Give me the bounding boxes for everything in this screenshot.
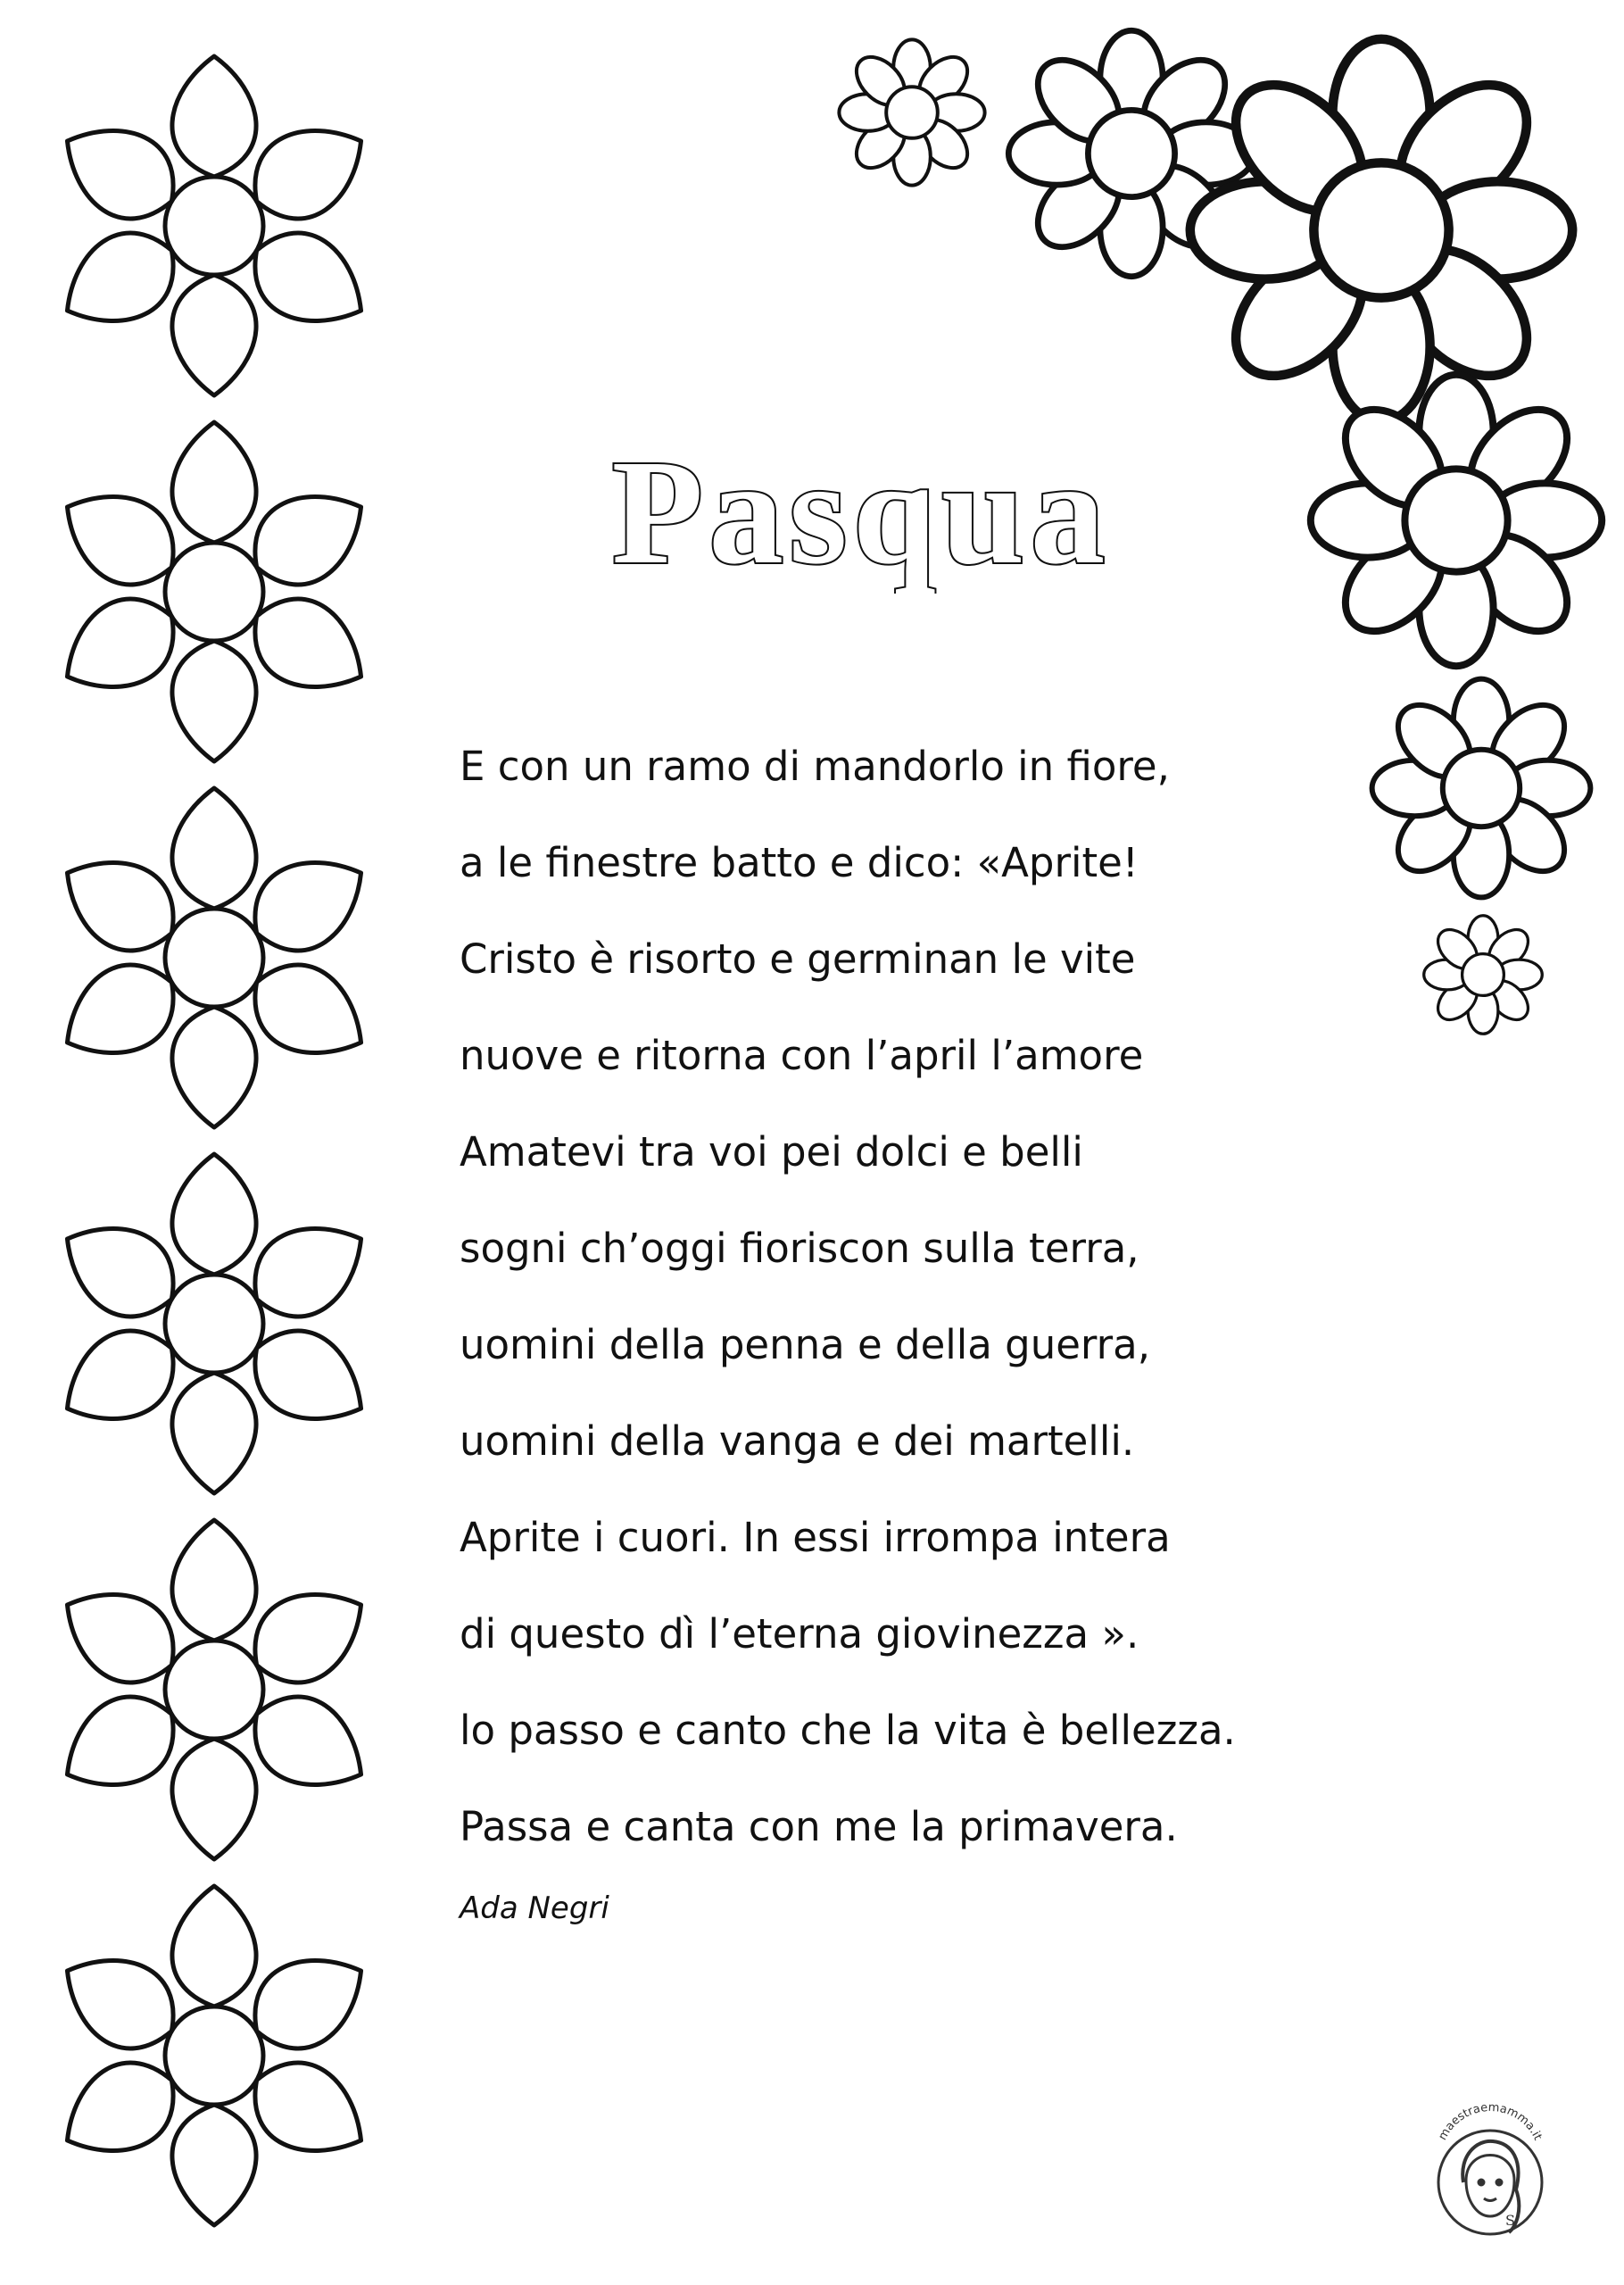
title-text: Pasqua	[611, 451, 1111, 594]
girl-portrait-icon	[1438, 2131, 1542, 2234]
poem-line: uomini della penna e della guerra,	[460, 1321, 1151, 1368]
poem-line: a le finestre batto e dico: «Aprite!	[460, 839, 1139, 886]
poem-line: uomini della vanga e dei martelli.	[460, 1417, 1135, 1465]
left-flower-icon	[46, 1886, 382, 2225]
poem-line: Aprite i cuori. In essi irrompa intera	[460, 1514, 1171, 1561]
poem-line: Cristo è risorto e germinan le vite	[460, 935, 1136, 983]
left-flower-icon	[46, 56, 382, 395]
daisy-icon	[1372, 679, 1591, 898]
poem-author: Ada Negri	[460, 1890, 609, 1926]
left-flower-icon	[46, 422, 382, 761]
poem-line: E con un ramo di mandorlo in fiore,	[460, 743, 1170, 790]
poem-line: Amatevi tra voi pei dolci e belli	[460, 1128, 1083, 1176]
poem-line: lo passo e canto che la vita è bellezza.	[460, 1707, 1236, 1754]
poem-text	[460, 719, 1352, 1875]
daisy-icon	[839, 39, 984, 185]
left-flower-icon	[46, 1154, 382, 1493]
svg-text:S: S	[1505, 2212, 1515, 2229]
daisy-icon	[1424, 916, 1543, 1034]
poem-line: Passa e canta con me la primavera.	[460, 1803, 1178, 1850]
daisy-icon	[1190, 39, 1572, 421]
page-title	[428, 451, 1294, 594]
site-logo	[1423, 2075, 1557, 2245]
daisy-icon	[1311, 375, 1602, 666]
left-flower-icon	[46, 1520, 382, 1859]
left-flower-icon	[46, 788, 382, 1127]
logo-text: maestraemamma.it	[1436, 2100, 1545, 2143]
poem-line: sogni ch’oggi fioriscon sulla terra,	[460, 1225, 1139, 1272]
poem-line: nuove e ritorna con l’april l’amore	[460, 1032, 1144, 1079]
poem-line: di questo dì l’eterna giovinezza ».	[460, 1610, 1139, 1658]
svg-text:maestraemamma.it	[1436, 2101, 1544, 2143]
